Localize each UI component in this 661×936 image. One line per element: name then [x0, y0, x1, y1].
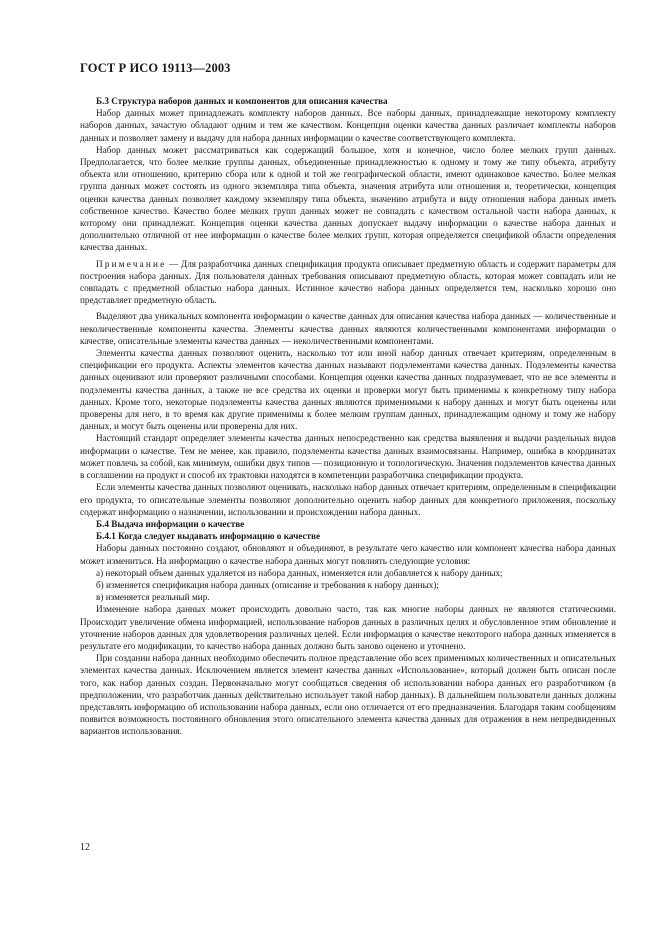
paragraph: Набор данных может рассматриваться как содержащий большое, хотя и конечное, число более мелких групп данных. Предполагается, что более мелкие группы данных, объединенные принадлежностью к одному и тому же типу объекта, атрибуту объекта или отношению, критерию сбора или к одной и той же географической области, имеют одинаковое качество. Более мелкая группа данных может состоять из одного экземпляра типа объекта, значения атрибута или отношения и, теоретически, концепция оценки качества данных позволяет каждому экземпляру типа объекта, значению атрибута и виду отношения набора данных иметь собственное качество. Качество более мелких групп данных может не совпадать с качеством остальной части набора данных, к которому они принадлежат. Концепция оценки качества данных допускает выдачу информации о качестве набора данных и дополнительно отличной от нее информации о качестве более мелких групп, которая определяется спецификой области определения качества данных.	[80, 144, 616, 253]
condition-list	[80, 567, 616, 604]
paragraph: При создании набора данных необходимо обеспечить полное представление обо всех применимых количественных и описательных элементах качества данных. Исключением является элемент качества данных «Использование», который должен быть описан после того, как набор данных создан. Первоначально могут сообщаться сведения об использовании набора данных его разработчиком (в предположении, что разработчик данных действительно использует такой набор данных). В дальнейшем пользователи данных должны представлять информацию об использовании набора данных, если оно отличается от его предназначения. Благодаря таким сообщениям появится возможность постоянного обновления этого описательного элемента качества данных для отражения в нем непредвиденных вариантов использования.	[80, 653, 616, 737]
list-item: в) изменяется реальный мир.	[96, 592, 210, 603]
note-text: — Для разработчика данных спецификация продукта описывает предметную область и содержит параметры для построения набора данных. Для пользователя данных требования описывают предметную область, которая может совпадать или не совпадать с предметной областью набора данных. Истинное качество набора данных определяется тем, насколько хорошо оно представляет предметную область.	[80, 258, 616, 306]
list-item: а) некоторый объем данных удаляется из набора данных, изменяется или добавляется к набору данных;	[96, 567, 503, 578]
paragraph: Выделяют два уникальных компонента информации о качестве данных для описания качества набора данных — количественные и неколичественные компоненты качества. Элементы качества данных являются количественными компонентами информации о качестве, описательные элементы качества данных — неколичественными компонентами.	[80, 311, 616, 346]
paragraph: Настоящий стандарт определяет элементы качества данных непосредственно как средства выявления и выдачи раздельных видов информации о качестве. Тем не менее, как правило, подэлементы качества данных взаимосвязаны. Например, ошибка в координатах может повлечь за собой, как минимум, ошибки двух типов — позиционную и топологическую. Значения подэлементов качества данных в соглашении на продукт и способ их трактовки находятся в компетенции разработчика спецификации продукта.	[80, 433, 616, 481]
paragraph: Изменение набора данных может происходить довольно часто, так как многие наборы данных не являются статическими. Происходит увеличение обмена информацией, использование наборов данных в различных целях и обусловленное этим обновление и уточнение наборов данных для удовлетворения различных целей. Если информация о качестве некоторого набора данных изменяется в результате его модификации, то качество набора данных должно быть заново оценено и уточнено.	[80, 604, 616, 651]
section-heading-b3: Б.3 Структура наборов данных и компонентов для описания качества	[96, 96, 388, 106]
list-item: б) изменяется спецификация набора данных (описание и требования к набору данных);	[96, 579, 439, 590]
paragraph: Если элементы качества данных позволяют оценивать, насколько набор данных отвечает критериям, определенным в спецификации его продукта, то описательные элементы позволяют дополнительно оценить набор данных для конкретного приложения, поскольку содержат информацию о назначении, использовании и происхождении набора данных.	[80, 482, 616, 517]
section-heading-b4: Б.4 Выдача информации о качестве	[96, 518, 245, 529]
subsection-heading-b41: Б.4.1 Когда следует выдавать информацию о качестве	[96, 531, 321, 542]
document-body	[80, 95, 616, 738]
note-label: Примечание	[96, 258, 167, 269]
page-number: 12	[80, 842, 90, 853]
note-paragraph	[80, 258, 616, 307]
paragraph: Набор данных может принадлежать комплекту наборов данных. Все наборы данных, принадлежащие некоторому комплекту наборов данных, зачастую обладают одним и тем же качеством. Концепция оценки качества данных различает комплекты наборов данных и позволяет замену и выдачу для набора данных информации о качестве соответствующего комплекта.	[80, 108, 616, 143]
paragraph: Наборы данных постоянно создают, обновляют и объединяют, в результате чего качество или компонент качества набора данных может измениться. На информацию о качестве набора данных могут повлиять следующие условия:	[80, 543, 616, 566]
page-header: ГОСТ Р ИСО 19113—2003	[80, 61, 231, 75]
paragraph: Элементы качества данных позволяют оценить, насколько тот или иной набор данных отвечает критериям, определенным в спецификации его продукта. Аспекты элементов качества данных называют подэлементами качества данных. Подэлементы качества данных оценивают или проверяют различными способами. Концепция оценки качества данных подразумевает, что не все элементы и подэлементы качества данных, а также не все средства их оценки и проверки могут быть применимы к конкретному типу набора данных. Кроме того, некоторые подэлементы качества данных являются применимыми к набору данных и могут быть оценены или проверены для него, в то время как другие применимы к более мелким группам данных, принадлежащим одному и тому же набору данных, и могут быть оценены или проверены для них.	[80, 348, 616, 432]
